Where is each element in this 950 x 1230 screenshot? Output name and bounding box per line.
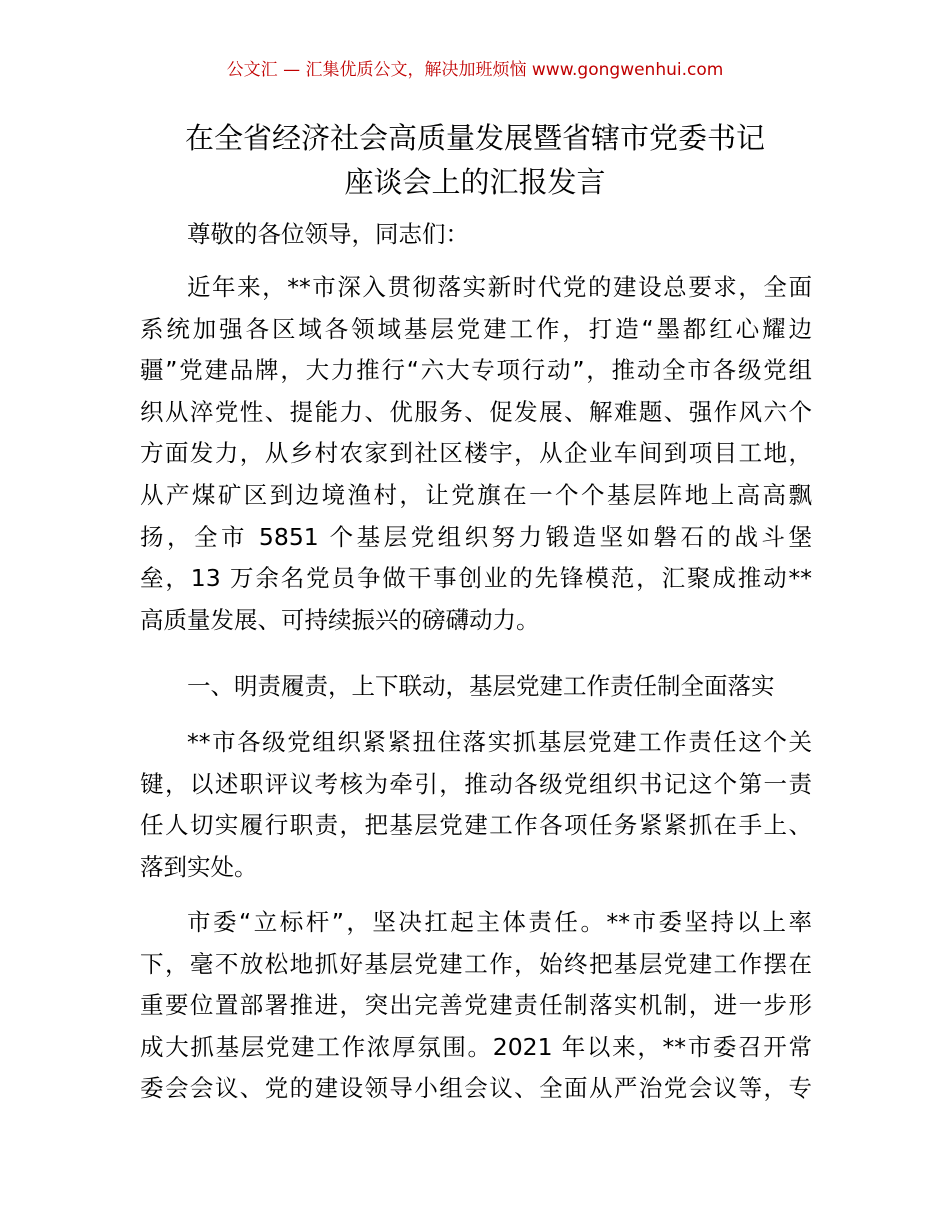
section-heading-1 [140, 666, 812, 708]
paragraph-1-line: 从产煤矿区到边境渔村，让党旗在一个个基层阵地上高高飘 [140, 480, 812, 509]
paragraph-1-line: 织从淬党性、提能力、优服务、促发展、解难题、强作风六个 [140, 397, 812, 426]
paragraph-2 [140, 722, 812, 888]
greeting-text: 尊敬的各位领导，同志们： [187, 220, 469, 248]
paragraph-2-line: 任人切实履行职责，把基层党建工作各项任务紧紧抓在手上、 [140, 811, 812, 840]
paragraph-1-line: 疆”党建品牌，大力推行“六大专项行动”，推动全市各级党组 [140, 356, 812, 385]
paragraph-2-line: 落到实处。 [140, 852, 258, 881]
document-title-line-2: 座谈会上的汇报发言 [344, 165, 606, 199]
watermark-header: 公文汇 — 汇集优质公文，解决加班烦恼 www.gongwenhui.com [226, 60, 724, 80]
paragraph-3-line: 重要位置部署推进，突出完善党建责任制落实机制，进一步形 [140, 991, 812, 1020]
greeting-paragraph [140, 214, 812, 256]
section-heading-1-text: 一、明责履责，上下联动，基层党建工作责任制全面落实 [187, 672, 775, 700]
paragraph-3-line: 下，毫不放松地抓好基层党建工作，始终把基层党建工作摆在 [140, 949, 812, 978]
paragraph-1-line: 近年来，**市深入贯彻落实新时代党的建设总要求，全面 [187, 273, 812, 301]
paragraph-3-line: 委会会议、党的建设领导小组会议、全面从严治党会议等，专 [140, 1074, 812, 1103]
paragraph-3 [140, 902, 812, 1110]
document-title-line-1: 在全省经济社会高质量发展暨省辖市党委书记 [184, 121, 765, 155]
paragraph-1-line: 扬，全市 5851 个基层党组织努力锻造坚如磐石的战斗堡 [140, 522, 812, 551]
paragraph-1-line: 垒，13 万余名党员争做干事创业的先锋模范，汇聚成推动** [140, 564, 812, 593]
paragraph-1 [140, 267, 812, 641]
paragraph-3-line: 成大抓基层党建工作浓厚氛围。2021 年以来，**市委召开常 [140, 1032, 812, 1061]
paragraph-2-line: **市各级党组织紧紧扭住落实抓基层党建工作责任这个关 [187, 728, 812, 756]
paragraph-2-line: 键，以述职评议考核为牵引，推动各级党组织书记这个第一责 [140, 769, 812, 798]
paragraph-1-line: 高质量发展、可持续振兴的磅礴动力。 [140, 605, 540, 634]
paragraph-1-line: 系统加强各区域各领域基层党建工作，打造“墨都红心耀边 [140, 314, 812, 343]
paragraph-1-line: 方面发力，从乡村农家到社区楼宇，从企业车间到项目工地， [140, 439, 812, 468]
paragraph-3-line: 市委“立标杆”，坚决扛起主体责任。**市委坚持以上率 [187, 908, 812, 936]
